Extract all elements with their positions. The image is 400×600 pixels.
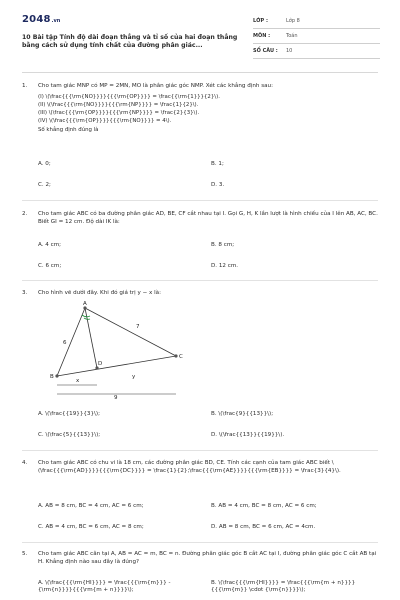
meta-value: Toán: [286, 33, 298, 39]
option-text: \(\frac{{{\rm{HI}}}} = \frac{{{\rm{m}}} - {\rm{n}}}}{{{\rm{m + n}}}}\);: [38, 580, 171, 593]
label-d: D: [98, 361, 103, 367]
option-text: \(\frac{{{\rm{HI}}}} = \frac{{{\rm{m + n}}}}{{{\rm{m}} \cdot {\rm{n}}}}\);: [211, 580, 356, 593]
point-c-dot: [174, 354, 177, 357]
label-a: A: [83, 301, 87, 307]
header-divider: [22, 72, 378, 73]
option-c[interactable]: [38, 524, 144, 530]
option-text: \(\frac{9}{{13}}\);: [218, 411, 274, 417]
meta-value: Lớp 8: [286, 18, 300, 24]
option-key: B.: [211, 580, 217, 586]
meta-value: 10: [286, 48, 293, 54]
option-text: 2;: [45, 182, 51, 188]
question-text: Cho tam giác ABC có ba đường phân giác AD, BE, CF cắt nhau tại I. Gọi G, H, K lần lượt là hình chiếu của I lên AB, AC, BC. Biết GI = 12 cm. Độ dài IK là:: [38, 211, 378, 225]
question-divider: [22, 542, 378, 543]
option-b[interactable]: [211, 242, 234, 248]
worksheet-title: 10 Bài tập Tính độ dài đoạn thẳng và tỉ số của hai đoạn thẳng bằng cách sử dụng tính chất của đường phân giác...: [22, 34, 238, 50]
option-a[interactable]: [38, 161, 51, 167]
option-text: 0;: [45, 161, 51, 167]
triangle-figure: [40, 300, 200, 400]
statement-prompt: Số khẳng định đúng là: [38, 127, 99, 133]
option-key: D.: [211, 263, 218, 269]
option-key: B.: [211, 161, 217, 167]
option-text: \(\frac{{19}}{3}\);: [45, 411, 101, 417]
question-number: 3.: [22, 290, 28, 296]
site-logo[interactable]: [22, 14, 60, 25]
option-c[interactable]: [38, 182, 51, 188]
point-b-dot: [55, 374, 58, 377]
option-key: A.: [38, 411, 44, 417]
label-b: B: [50, 374, 54, 380]
option-text: \(\frac{{13}}{{19}}\).: [218, 432, 285, 438]
segment-bc: [57, 356, 176, 376]
segment-ac: [85, 308, 176, 356]
option-text: AB = 8 cm, BC = 4 cm, AC = 6 cm;: [45, 503, 144, 509]
option-key: D.: [211, 432, 218, 438]
statement-4: (IV) \(\frac{{{\rm{OP}}}}{{{\rm{NO}}}} = 4\).: [38, 118, 172, 124]
meta-row-count: [253, 44, 380, 59]
meta-label: MÔN :: [253, 33, 271, 39]
label-6: 6: [63, 340, 67, 346]
option-text: 3.: [218, 182, 225, 188]
logo-suffix: .vn: [51, 18, 61, 24]
question-number: 5.: [22, 551, 28, 557]
option-d[interactable]: [211, 432, 284, 438]
label-x: x: [76, 378, 80, 384]
option-key: D.: [211, 524, 218, 530]
option-a[interactable]: [38, 411, 100, 417]
option-c[interactable]: [38, 263, 61, 269]
option-key: C.: [38, 524, 44, 530]
header: [0, 0, 400, 66]
question-number: 2.: [22, 211, 28, 217]
option-text: AB = 4 cm, BC = 8 cm, AC = 6 cm;: [218, 503, 317, 509]
question-divider: [22, 450, 378, 451]
question-text: Cho tam giác ABC có chu vi là 18 cm, các đường phân giác BD, CE. Tính các cạnh của tam giác ABC biết \(\frac{{{\rm{AD}}}}{{{\rm{DC}}}} = \frac{1}{2};\frac{{{\rm{AE}}}}{{{\rm{EB}}}} = \frac{3}{4}\).: [38, 460, 341, 474]
question-number: 1.: [22, 83, 28, 89]
option-b[interactable]: [211, 503, 317, 509]
option-text: AB = 4 cm, BC = 6 cm, AC = 8 cm;: [45, 524, 144, 530]
option-key: A.: [38, 580, 44, 586]
option-d[interactable]: [211, 263, 238, 269]
option-a[interactable]: [38, 580, 198, 594]
option-d[interactable]: [211, 524, 315, 530]
option-d[interactable]: [211, 182, 224, 188]
option-key: B.: [211, 411, 217, 417]
meta-row-class: [253, 14, 380, 29]
question-divider: [22, 280, 378, 281]
option-key: A.: [38, 161, 44, 167]
label-c: C: [179, 354, 183, 360]
question-number: 4.: [22, 460, 28, 466]
meta-label: SỐ CÂU :: [253, 48, 278, 54]
option-key: A.: [38, 503, 44, 509]
logo-number: 2048: [22, 14, 51, 25]
option-b[interactable]: [211, 411, 273, 417]
option-key: B.: [211, 242, 217, 248]
statement-1: (I) \(\frac{{{\rm{NO}}}}{{{\rm{OP}}}} = \frac{{\rm{1}}}{2}\).: [38, 94, 220, 100]
option-text: 12 cm.: [218, 263, 239, 269]
option-key: C.: [38, 432, 44, 438]
question-text: Cho hình vẽ dưới đây. Khi đó giá trị y − x là:: [38, 290, 161, 296]
option-key: D.: [211, 182, 218, 188]
label-9: 9: [114, 395, 118, 400]
option-a[interactable]: [38, 503, 144, 509]
option-text: 4 cm;: [45, 242, 62, 248]
option-key: C.: [38, 263, 44, 269]
question-text: Cho tam giác MNP có MP = 2MN, MO là phân giác góc NMP. Xét các khẳng định sau:: [38, 83, 273, 89]
question-divider: [22, 200, 378, 201]
segment-ab: [57, 308, 85, 376]
option-b[interactable]: [211, 161, 224, 167]
meta-table: [253, 14, 380, 59]
option-b[interactable]: [211, 580, 371, 594]
angle-mark: [82, 315, 90, 317]
statement-2: (II) \(\frac{{{\rm{NO}}}}{{{\rm{NP}}}} = \frac{1}{2}\).: [38, 102, 199, 108]
option-key: B.: [211, 503, 217, 509]
meta-row-subject: [253, 29, 380, 44]
option-text: 6 cm;: [45, 263, 62, 269]
label-y: y: [132, 374, 136, 380]
option-text: AB = 8 cm, BC = 6 cm, AC = 4cm.: [218, 524, 316, 530]
question-text: Cho tam giác ABC cân tại A, AB = AC = m, BC = n. Đường phân giác góc B cắt AC tại I, đường phân giác góc C cắt AB tại H. Khẳng định nào sau đây là đúng?: [38, 551, 377, 565]
option-text: \(\frac{5}{{13}}\);: [45, 432, 101, 438]
option-key: C.: [38, 182, 44, 188]
label-7: 7: [136, 324, 140, 330]
option-text: 1;: [218, 161, 224, 167]
option-key: A.: [38, 242, 44, 248]
option-c[interactable]: [38, 432, 100, 438]
statement-3: (III) \(\frac{{{\rm{OP}}}}{{{\rm{NP}}}} = \frac{2}{3}\).: [38, 110, 200, 116]
meta-label: LỚP :: [253, 18, 268, 24]
option-text: 8 cm;: [218, 242, 235, 248]
option-a[interactable]: [38, 242, 61, 248]
